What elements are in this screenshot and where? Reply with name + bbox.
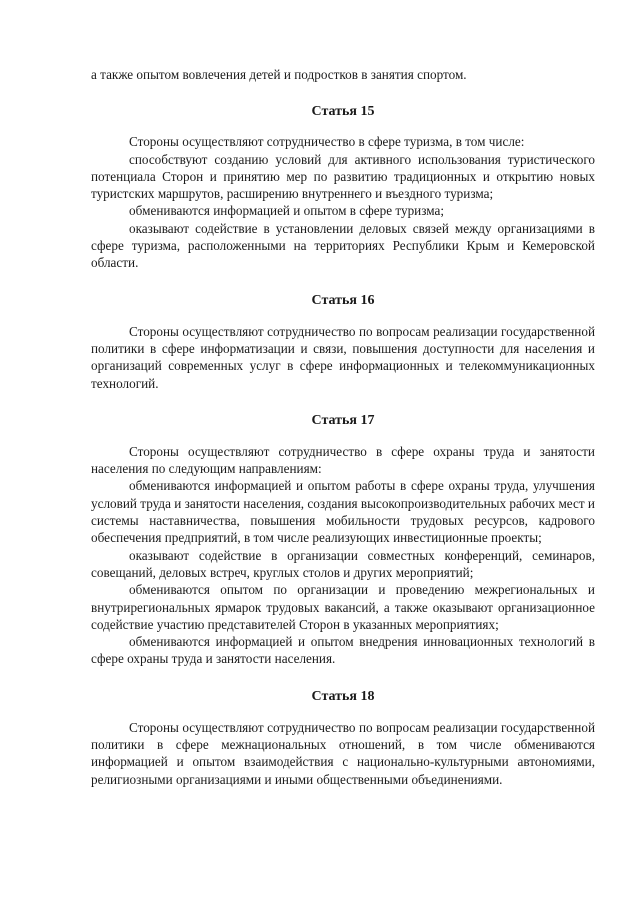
article-heading: Статья 17	[311, 412, 375, 428]
article-15	[91, 103, 595, 271]
article-paragraph: Стороны осуществляют сотрудничество по вопросам реализации государственной политики в сфере межнациональных отношений, в том числе обмениваются информацией и опытом взаимодействия с национально-культурными автономиями, религиозными организациями и иными общественными объединениями.	[91, 719, 595, 787]
article-paragraph: обмениваются информацией и опытом в сфере туризма;	[129, 203, 445, 219]
document-body	[91, 66, 595, 788]
intro-paragraph: а также опытом вовлечения детей и подростков в занятия спортом.	[91, 67, 467, 82]
article-paragraph: оказывают содействие в организации совместных конференций, семинаров, совещаний, деловых встреч, круглых столов и других мероприятий;	[91, 547, 595, 580]
article-paragraph: способствуют созданию условий для активного использования туристического потенциала Сторон и принятию мер по развитию традиционных и открытию новых туристских маршрутов, расширению внутреннего и въездного туризма;	[91, 151, 595, 202]
article-heading: Статья 18	[311, 688, 375, 704]
article-16	[91, 292, 595, 392]
article-paragraph: обмениваются информацией и опытом работы в сфере охраны труда, улучшения условий труда и занятости населения, создания высокопроизводительных рабочих мест и системы наставничества, повышения мобильности трудовых ресурсов, кадрового обеспечения предприятий, в том числе реализующих инвестиционные проекты;	[91, 478, 595, 546]
article-paragraph: оказывают содействие в установлении деловых связей между организациями в сфере туризма, расположенными на территориях Республики Крым и Кемеровской области.	[91, 220, 595, 271]
article-heading: Статья 15	[311, 104, 375, 120]
article-paragraph: Стороны осуществляют сотрудничество по вопросам реализации государственной политики в сфере информатизации и связи, повышения доступности для населения и организаций современных услуг в сфере информационных и телекоммуникационных технологий.	[91, 323, 595, 391]
article-paragraph: обмениваются информацией и опытом внедрения инновационных технологий в сфере охраны труда и занятости населения.	[91, 634, 595, 667]
article-18	[91, 688, 595, 788]
article-heading: Статья 16	[311, 292, 375, 308]
article-paragraph: Стороны осуществляют сотрудничество в сфере охраны труда и занятости населения по следующим направлениям:	[91, 443, 595, 477]
article-17	[91, 412, 595, 668]
article-paragraph: обмениваются опытом по организации и проведению межрегиональных и внутрирегиональных ярмарок трудовых вакансий, а также оказывают организационное содействие участию представителей Сторон в указанных мероприятиях;	[91, 582, 595, 632]
article-paragraph: Стороны осуществляют сотрудничество в сфере туризма, в том числе:	[129, 134, 525, 150]
